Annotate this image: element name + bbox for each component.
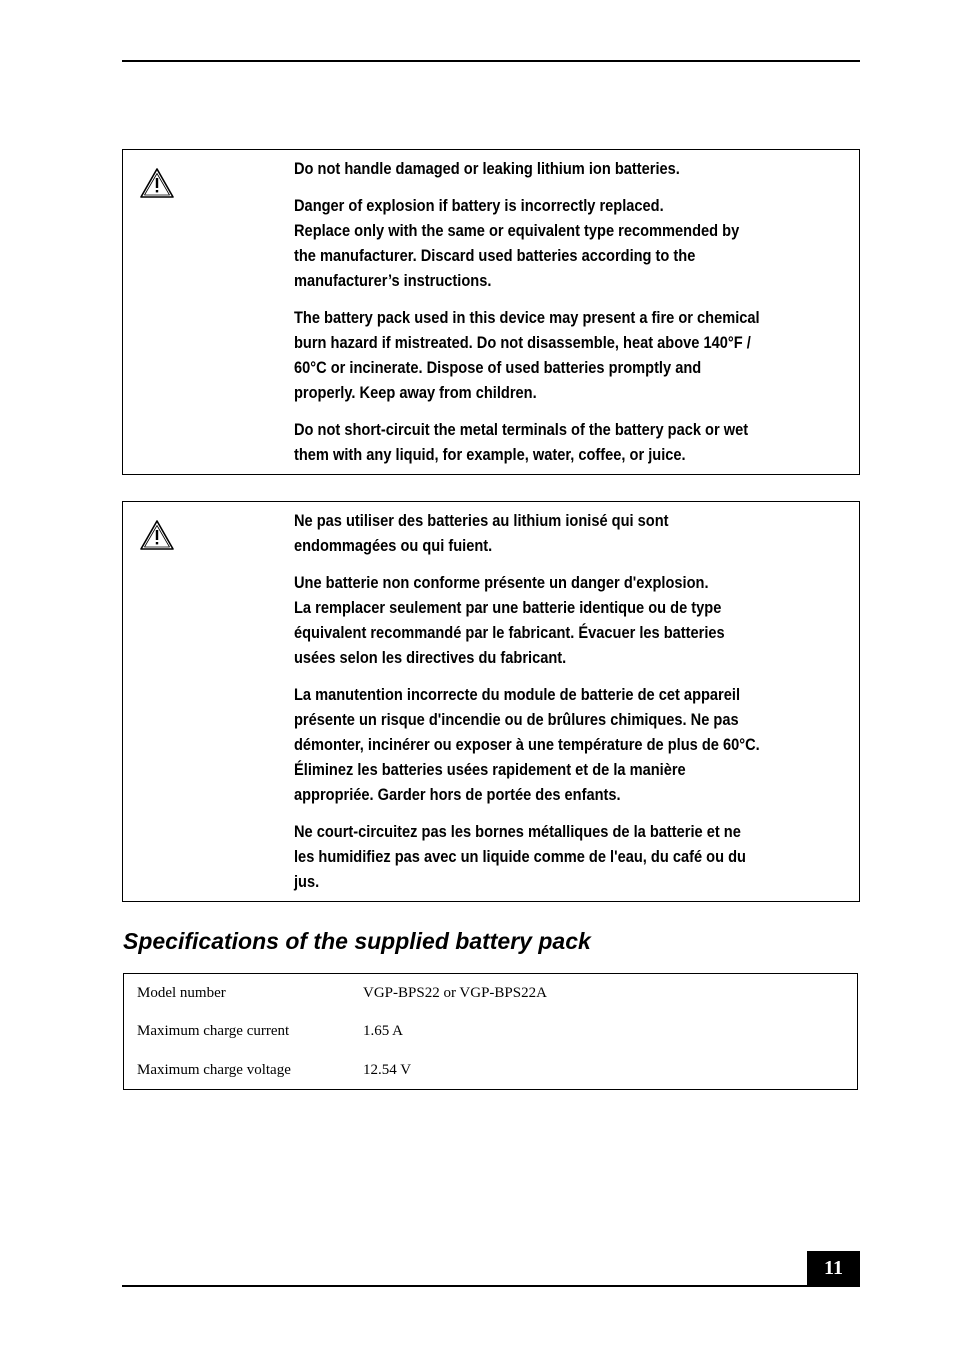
warning-paragraph <box>294 305 862 405</box>
spec-value: VGP-BPS22 or VGP-BPS22A <box>363 985 547 1001</box>
spec-label: Maximum charge voltage <box>137 1062 291 1078</box>
warning-triangle-icon <box>139 519 175 551</box>
warning-line: Ne pas utiliser des batteries au lithium ionisé qui sont <box>294 511 669 530</box>
footer-rule <box>122 1285 860 1287</box>
table-row <box>124 1021 857 1041</box>
specifications-table <box>123 973 858 1090</box>
warning-line: manufacturer’s instructions. <box>294 271 492 290</box>
warning-line: jus. <box>294 872 320 891</box>
warning-line: Do not short-circuit the metal terminals of the battery pack or wet <box>294 420 749 439</box>
warning-line: Une batterie non conforme présente un danger d'explosion. <box>294 573 709 592</box>
warning-paragraph <box>294 417 862 467</box>
warning-line: équivalent recommandé par le fabricant. Évacuer les batteries <box>294 623 725 642</box>
warning-line: présente un risque d'incendie ou de brûlures chimiques. Ne pas <box>294 710 739 729</box>
section-heading: Specifications of the supplied battery pack <box>123 928 591 954</box>
page-number: 11 <box>807 1251 860 1287</box>
warning-line: the manufacturer. Discard used batteries according to the <box>294 246 696 265</box>
warning-paragraph <box>294 819 862 894</box>
spec-value: 1.65 A <box>363 1023 404 1039</box>
warning-line: 60°C or incinerate. Dispose of used batteries promptly and <box>294 358 702 377</box>
warning-line: usées selon les directives du fabricant. <box>294 648 567 667</box>
warning-text-french <box>294 508 862 906</box>
warning-box-english <box>122 149 860 475</box>
spec-label: Model number <box>137 985 226 1001</box>
warning-box-french <box>122 501 860 902</box>
warning-line: Danger of explosion if battery is incorrectly replaced. <box>294 196 664 215</box>
header-rule <box>122 60 860 62</box>
warning-line: La manutention incorrecte du module de batterie de cet appareil <box>294 685 741 704</box>
table-row <box>124 983 857 1003</box>
warning-line: Éliminez les batteries usées rapidement et de la manière <box>294 760 686 779</box>
warning-paragraph <box>294 508 862 558</box>
warning-line: The battery pack used in this device may present a fire or chemical <box>294 308 760 327</box>
warning-line: them with any liquid, for example, water, coffee, or juice. <box>294 445 686 464</box>
warning-paragraph <box>294 193 862 293</box>
warning-paragraph <box>294 682 862 807</box>
table-row <box>124 1060 857 1080</box>
warning-line: les humidifiez pas avec un liquide comme de l'eau, du café ou du <box>294 847 746 866</box>
warning-line: Ne court-circuitez pas les bornes métalliques de la batterie et ne <box>294 822 741 841</box>
warning-triangle-icon <box>139 167 175 199</box>
spec-value: 12.54 V <box>363 1062 412 1078</box>
warning-line: Do not handle damaged or leaking lithium ion batteries. <box>294 159 680 178</box>
warning-line: La remplacer seulement par une batterie identique ou de type <box>294 598 722 617</box>
warning-line: Replace only with the same or equivalent type recommended by <box>294 221 740 240</box>
warning-line: appropriée. Garder hors de portée des enfants. <box>294 785 621 804</box>
warning-text-english <box>294 156 862 479</box>
warning-paragraph <box>294 570 862 670</box>
warning-line: burn hazard if mistreated. Do not disassemble, heat above 140°F / <box>294 333 751 352</box>
warning-line: properly. Keep away from children. <box>294 383 537 402</box>
warning-line: démonter, incinérer ou exposer à une température de plus de 60°C. <box>294 735 760 754</box>
warning-line: endommagées ou qui fuient. <box>294 536 493 555</box>
warning-paragraph <box>294 156 862 181</box>
spec-label: Maximum charge current <box>137 1023 290 1039</box>
